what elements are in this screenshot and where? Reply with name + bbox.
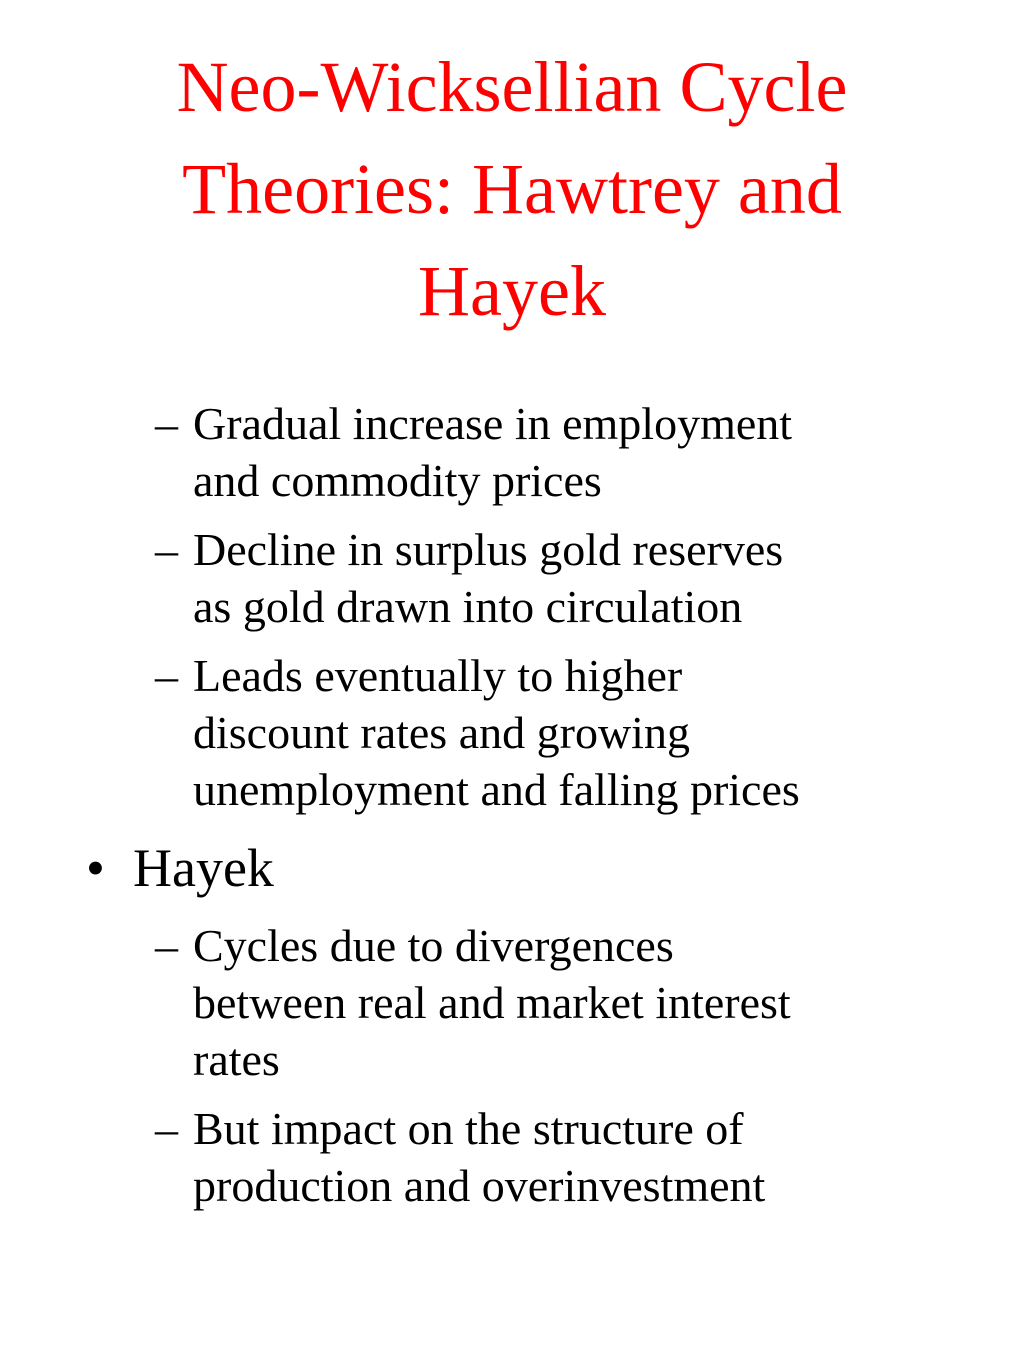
dash-marker: – <box>155 524 178 575</box>
hawtrey-point-list <box>0 395 1024 830</box>
hayek-point-1 <box>0 917 1024 1088</box>
hawtrey-point-2 <box>0 521 1024 635</box>
dash-marker: – <box>155 920 178 971</box>
dash-marker: – <box>155 1103 178 1154</box>
slide-title: Neo-Wicksellian Cycle Theories: Hawtrey and Hayek <box>176 47 848 331</box>
hayek-point-2 <box>0 1100 1024 1214</box>
hawtrey-point-1 <box>0 395 1024 509</box>
hawtrey-point-3 <box>0 647 1024 818</box>
main-bullet-label: Hayek <box>133 838 274 898</box>
dash-marker: – <box>155 398 178 449</box>
hayek-point-list <box>0 917 1024 1226</box>
bullet-marker: • <box>86 838 105 898</box>
hawtrey-point-2-text: Decline in surplus gold reserves as gold drawn into circulation <box>193 524 784 632</box>
hayek-point-1-text: Cycles due to divergences between real and market interest rates <box>193 920 791 1085</box>
hawtrey-point-1-text: Gradual increase in employment and commodity prices <box>193 398 793 506</box>
hayek-point-2-text: But impact on the structure of production and overinvestment <box>193 1103 766 1211</box>
dash-marker: – <box>155 650 178 701</box>
hawtrey-point-3-text: Leads eventually to higher discount rates and growing unemployment and falling prices <box>193 650 800 815</box>
